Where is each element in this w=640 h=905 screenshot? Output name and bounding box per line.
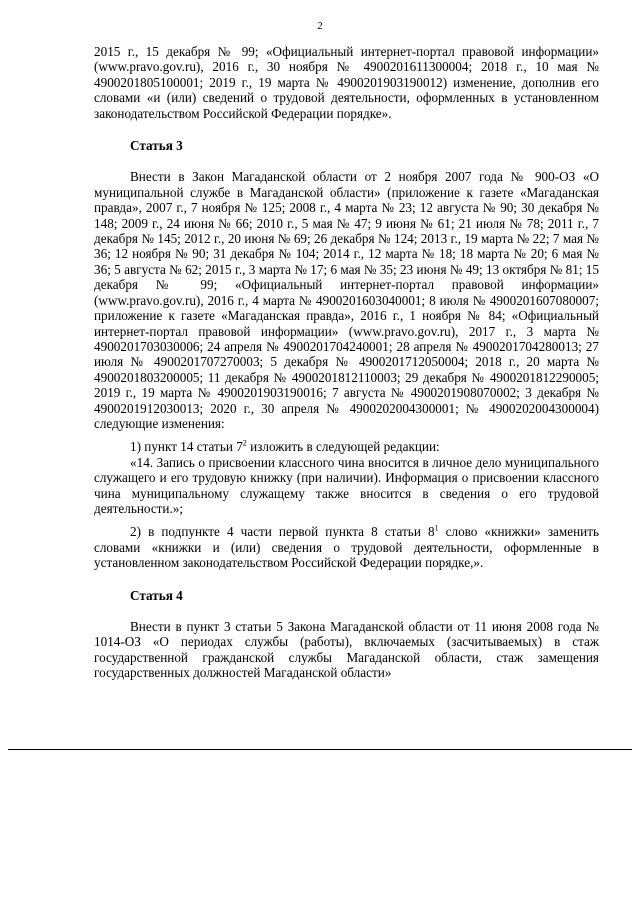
amendment-item-2-superscript: 1 bbox=[434, 523, 439, 533]
paragraph-continuation: 2015 г., 15 декабря № 99; «Официальный интернет-портал правовой информации» (www.pravo.gov.ru), 2016 г., 30 ноября № 4900201611300004; 2018 г., 10 мая № 4900201805100001; 2019 г., 19 марта № 4900201903190012) изменение, дополнив его словами «и (или) сведений о трудовой деятельности, оформленных в установленном законодательством Российской Федерации порядке». bbox=[94, 44, 599, 121]
article-4-paragraph: Внести в пункт 3 статьи 5 Закона Магаданской области от 11 июня 2008 года № 1014-ОЗ «О периодах службы (работы), включаемых (засчитываемых) в стаж государственной гражданской службы Магаданской области, стаж замещения государственных должностей Магаданской области» bbox=[94, 619, 599, 681]
amendment-item-2 bbox=[94, 524, 599, 570]
quoted-point-14: «14. Запись о присвоении классного чина вносится в личное дело муниципального служащего и его трудовую книжку (при наличии). Информация о присвоении классного чина муниципальному служащему также вносится в сведения о его трудовой деятельности.»; bbox=[94, 454, 599, 516]
document-body bbox=[94, 44, 599, 681]
article-3-heading: Статья 3 bbox=[130, 138, 183, 154]
article-4-heading: Статья 4 bbox=[130, 587, 183, 603]
amendment-item-1 bbox=[94, 439, 599, 454]
amendment-item-1-text-end: изложить в следующей редакции: bbox=[246, 439, 440, 455]
amendment-item-1-superscript: 2 bbox=[242, 438, 247, 448]
amendment-item-2-text-end: слово «книжки» заменить словами «книжки и (или) сведения о трудовой деятельности, оформленные в установленном законодательством Российской Федерации порядке,». bbox=[94, 524, 600, 571]
amendment-item-2-text: 2) в подпункте 4 части первой пункта 8 статьи 8 bbox=[130, 524, 435, 540]
amendment-item-1-text: 1) пункт 14 статьи 7 bbox=[130, 439, 243, 455]
page-number: 2 bbox=[317, 20, 323, 32]
article-3-paragraph: Внести в Закон Магаданской области от 2 ноября 2007 года № 900-ОЗ «О муниципальной службе в Магаданской области» (приложение к газете «Магаданская правда», 2007 г., 7 ноября № 125; 2008 г., 4 марта № 23; 12 августа № 90; 30 декабря № 148; 2009 г., 24 июня № 66; 2010 г., 5 мая № 47; 9 июня № 61; 21 июля № 78; 2011 г., 7 декабря № 145; 2012 г., 20 июня № 69; 26 декабря № 124; 2013 г., 19 марта № 22; 7 мая № 36; 12 ноября № 90; 31 декабря № 104; 2014 г., 12 марта № 18; 18 марта № 20; 6 мая № 36; 5 августа № 62; 2015 г., 3 марта № 17; 6 мая № 35; 23 июня № 49; 13 октября № 81; 15 декабря № 99; «Официальный интернет-портал правовой информации» (www.pravo.gov.ru), 2016 г., 4 марта № 4900201603040001; 8 июля № 4900201607080007; приложение к газете «Магаданская правда», 2016 г., 1 ноября № 84; «Официальный интернет-портал правовой информации» (www.pravo.gov.ru), 2017 г., 3 марта № 4900201703030006; 24 апреля № 4900201704240001; 28 апреля № 4900201704280013; 27 июля № 4900201707270003; 5 декабря № 4900201712050004; 2018 г., 20 марта № 4900201803200005; 11 декабря № 4900201812110003; 29 декабря № 4900201812290005; 2019 г., 19 марта № 4900201903190016; 7 августа № 4900201908070002; 3 декабря № 4900201912030013; 2020 г., 30 апреля № 4900202004300001; № 4900202004300004) следующие изменения: bbox=[94, 169, 599, 431]
footer-divider bbox=[8, 749, 632, 750]
